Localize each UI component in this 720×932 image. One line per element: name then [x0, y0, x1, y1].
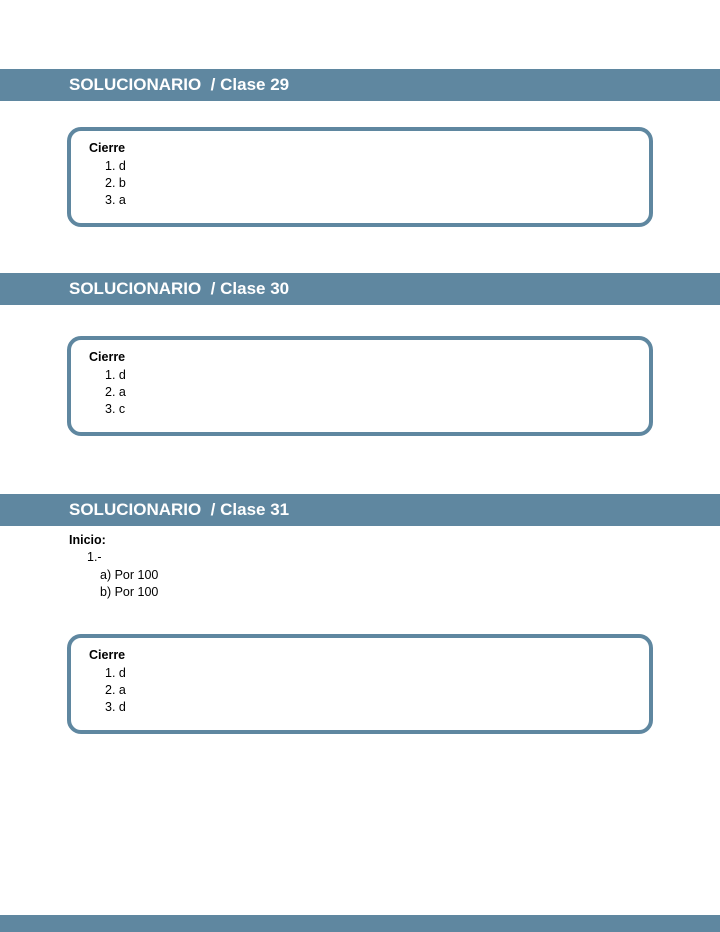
answer-item: 3. c [105, 402, 126, 416]
cierre-title: Cierre [89, 141, 126, 155]
answer-item: 1. d [105, 368, 126, 382]
answer-item: 1. d [105, 159, 126, 173]
answer-item: 1. d [105, 666, 126, 680]
answer-list [105, 665, 126, 716]
answer-item: 2. a [105, 385, 126, 399]
section-header-clase-29: SOLUCIONARIO / Clase 29 [0, 69, 720, 101]
cierre-box-clase-30 [67, 336, 653, 436]
inicio-subitem: a) Por 100 [100, 568, 159, 582]
answer-list [105, 158, 126, 209]
section-header-clase-30: SOLUCIONARIO / Clase 30 [0, 273, 720, 305]
cierre-title: Cierre [89, 350, 126, 364]
inicio-subitem: b) Por 100 [100, 585, 159, 599]
answer-item: 3. d [105, 700, 126, 714]
inicio-title: Inicio: [69, 533, 106, 547]
answer-list [105, 367, 126, 418]
cierre-title: Cierre [89, 648, 126, 662]
answer-item: 3. a [105, 193, 126, 207]
section-header-clase-31: SOLUCIONARIO / Clase 31 [0, 494, 720, 526]
inicio-item-number: 1.- [87, 550, 102, 564]
cierre-box-clase-31 [67, 634, 653, 734]
answer-item: 2. a [105, 683, 126, 697]
answer-item: 2. b [105, 176, 126, 190]
cierre-box-clase-29 [67, 127, 653, 227]
footer-band [0, 915, 720, 932]
inicio-subitem-list [100, 567, 158, 601]
